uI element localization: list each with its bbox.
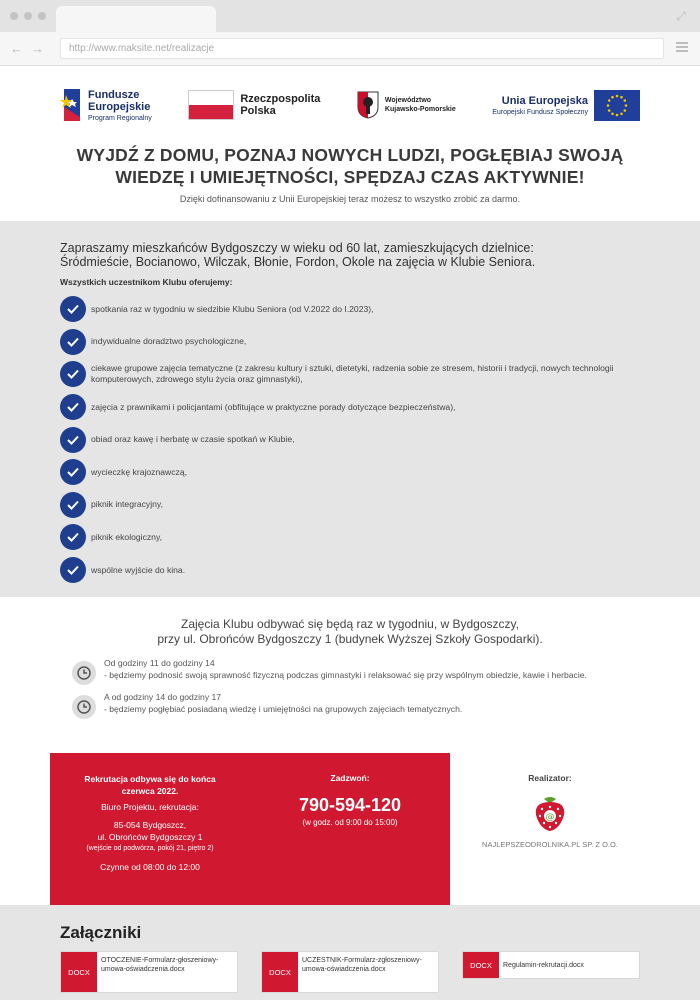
page-subtitle: Dzięki dofinansowaniu z Unii Europejskiej teraz możesz to wszystko zrobić za darmo. xyxy=(179,194,521,204)
browser-tab[interactable] xyxy=(56,6,216,32)
address-note: (wejście od podwórza, pokój 21, piętro 2) xyxy=(86,845,214,852)
list-item xyxy=(60,554,640,587)
list-item xyxy=(60,489,640,522)
list-item xyxy=(60,423,640,456)
list-item xyxy=(60,358,640,391)
fe-star-icon xyxy=(60,87,82,123)
offer-list xyxy=(60,293,640,586)
list-item-text: ciekawe grupowe zajęcia tematyczne (z zakresu kultury i sztuki, dietetyki, radzenia sobie ze stresem, historii i tradycji, nowych technologii komputerowych, zdrowego stylu życia oraz gimnastyki), xyxy=(91,363,614,385)
recruitment-heading-line2: czerwca 2022. xyxy=(121,786,179,796)
realizator-box xyxy=(450,753,650,905)
list-item xyxy=(60,326,640,359)
title-line1: WYJDŹ Z DOMU, POZNAJ NOWYCH LUDZI, POGŁĘBIAJ SWOJĄ xyxy=(76,145,624,165)
call-label: Zadzwoń: xyxy=(330,773,370,783)
phone-hours: (w godz. od 9:00 do 15:00) xyxy=(302,818,398,827)
poland-flag-icon xyxy=(188,90,234,120)
list-item-text: wspólne wyjście do kina. xyxy=(91,564,186,575)
svg-text:@: @ xyxy=(545,812,555,823)
url-bar[interactable]: http://www.maksite.net/realizacje xyxy=(60,38,664,59)
coat-of-arms-icon xyxy=(357,91,379,119)
check-icon xyxy=(60,427,86,453)
check-icon xyxy=(60,524,86,550)
window-controls xyxy=(10,12,46,20)
attachment-filename[interactable]: OTOCZENIE-Formularz-głoszeniowy-umowa-oświadczenia.docx xyxy=(101,957,219,973)
close-dot-icon[interactable] xyxy=(10,12,18,20)
list-item-text: spotkania raz w tygodniu w siedzibie Klubu Seniora (od V.2022 do I.2023), xyxy=(91,303,374,314)
list-item-text: piknik ekologiczny, xyxy=(91,531,163,542)
sponsor-logos xyxy=(0,66,700,144)
back-arrow-icon[interactable]: ← xyxy=(10,41,23,56)
recruitment-box xyxy=(50,753,450,905)
schedule-item xyxy=(72,691,628,719)
rzeczpospolita-logo xyxy=(188,90,320,120)
schedule-item xyxy=(72,657,628,685)
check-icon xyxy=(60,329,86,355)
check-icon xyxy=(60,394,86,420)
attachment-filename[interactable]: UCZESTNIK-Formularz-zgłoszeniowy-umowa-oświadczenia.docx xyxy=(302,957,422,973)
schedule-desc: - będziemy podnosić swoją sprawność fizyczną podczas gimnastyki i relaksować się przy wspólnym obiedzie, kawie i herbacie. xyxy=(104,670,587,680)
list-item-text: piknik integracyjny, xyxy=(91,499,163,510)
attachment-file[interactable] xyxy=(60,951,238,993)
rp-line2: Polska xyxy=(240,105,276,117)
schedule-title xyxy=(0,617,700,647)
strawberry-logo-icon xyxy=(530,793,570,833)
fullscreen-icon[interactable]: ⤢ xyxy=(676,9,686,23)
fe-line1: Fundusze xyxy=(88,88,140,101)
list-item xyxy=(60,391,640,424)
open-hours: Czynne od 08:00 do 12:00 xyxy=(100,862,200,872)
kp-line1: Województwo xyxy=(384,97,432,104)
schedule-time: A od godziny 14 do godziny 17 xyxy=(104,692,222,702)
fundusze-europejskie-logo xyxy=(60,87,152,123)
schedule-time: Od godziny 11 do godziny 14 xyxy=(104,658,215,668)
check-icon xyxy=(60,361,86,387)
clock-icon xyxy=(72,695,96,719)
unia-europejska-logo xyxy=(492,90,640,121)
address-line1: 85-054 Bydgoszcz, xyxy=(113,820,187,830)
attachment-file[interactable] xyxy=(261,951,439,993)
eu-flag-icon xyxy=(594,90,640,121)
intro-line2: Śródmieście, Bocianowo, Wilczak, Błonie, Fordon, Okole na zajęcia w Klubie Seniora. xyxy=(60,255,536,269)
check-icon xyxy=(60,459,86,485)
kujawsko-pomorskie-logo xyxy=(357,91,456,119)
clock-icon xyxy=(72,661,96,685)
forward-arrow-icon[interactable]: → xyxy=(31,41,44,56)
minimize-dot-icon[interactable] xyxy=(24,12,32,20)
list-item xyxy=(60,456,640,489)
maximize-dot-icon[interactable] xyxy=(38,12,46,20)
attachment-filename[interactable]: Regulamin-rekrutacji.docx xyxy=(503,962,584,969)
docx-badge: DOCX xyxy=(463,952,499,978)
check-icon xyxy=(60,492,86,518)
attachments-section xyxy=(0,905,700,1000)
realizator-label: Realizator: xyxy=(528,773,572,783)
attachment-file[interactable] xyxy=(462,951,640,979)
ue-line2: Europejski Fundusz Społeczny xyxy=(492,108,588,116)
list-item-text: zajęcia z prawnikami i policjantami (obfitujące w praktyczne porady dotyczące bezpieczeństwa), xyxy=(91,401,456,412)
page-title xyxy=(40,144,660,188)
fe-line2: Europejskie xyxy=(88,100,151,113)
schedule-desc: - będziemy pogłębiać posiadaną wiedzę i umiejętności na grupowych zajęciach tematycznych. xyxy=(104,704,463,714)
list-item-text: wycieczkę krajoznawczą, xyxy=(91,466,187,477)
check-icon xyxy=(60,557,86,583)
schedule-section xyxy=(0,597,700,753)
kp-line2: Kujawsko-Pomorskie xyxy=(384,106,456,113)
offer-intro xyxy=(60,241,640,269)
schedule-title-line2: przy ul. Obrońców Bydgoszczy 1 (budynek Wyższej Szkoły Gospodarki). xyxy=(157,632,543,646)
offer-title: Wszystkich uczestnikom Klubu oferujemy: xyxy=(60,277,233,287)
fe-line3: Program Regionalny xyxy=(88,114,152,122)
list-item-text: indywidualne doradztwo psychologiczne, xyxy=(91,336,247,347)
offer-section xyxy=(0,221,700,597)
list-item xyxy=(60,293,640,326)
phone-number[interactable]: 790-594-120 xyxy=(298,795,402,815)
recruitment-office: Biuro Projektu, rekrutacja: xyxy=(101,802,199,812)
attachments-title: Załączniki xyxy=(60,923,142,942)
hamburger-menu-icon[interactable] xyxy=(676,42,688,54)
check-icon xyxy=(60,296,86,322)
title-line2: WIEDZĘ I UMIEJĘTNOŚCI, SPĘDZAJ CZAS AKTYWNIE! xyxy=(115,167,585,187)
list-item xyxy=(60,521,640,554)
schedule-title-line1: Zajęcia Klubu odbywać się będą raz w tygodniu, w Bydgoszczy, xyxy=(181,617,519,631)
rp-line1: Rzeczpospolita xyxy=(240,93,321,105)
realizator-company: NAJLEPSZEODROLNIKA.PL SP. Z O.O. xyxy=(482,840,618,849)
intro-line1: Zapraszamy mieszkańców Bydgoszczy w wieku od 60 lat, zamieszkujących dzielnice: xyxy=(60,241,534,255)
list-item-text: obiad oraz kawę i herbatę w czasie spotkań w Klubie, xyxy=(91,434,295,445)
recruitment-heading-line1: Rekrutacja odbywa się do końca xyxy=(84,774,216,784)
docx-badge: DOCX xyxy=(262,952,298,992)
browser-titlebar xyxy=(0,0,700,32)
address-line2: ul. Obrońców Bydgoszczy 1 xyxy=(97,832,203,842)
ue-line1: Unia Europejska xyxy=(501,94,588,107)
hero-headline xyxy=(0,144,700,204)
docx-badge: DOCX xyxy=(61,952,97,992)
browser-toolbar xyxy=(0,32,700,66)
